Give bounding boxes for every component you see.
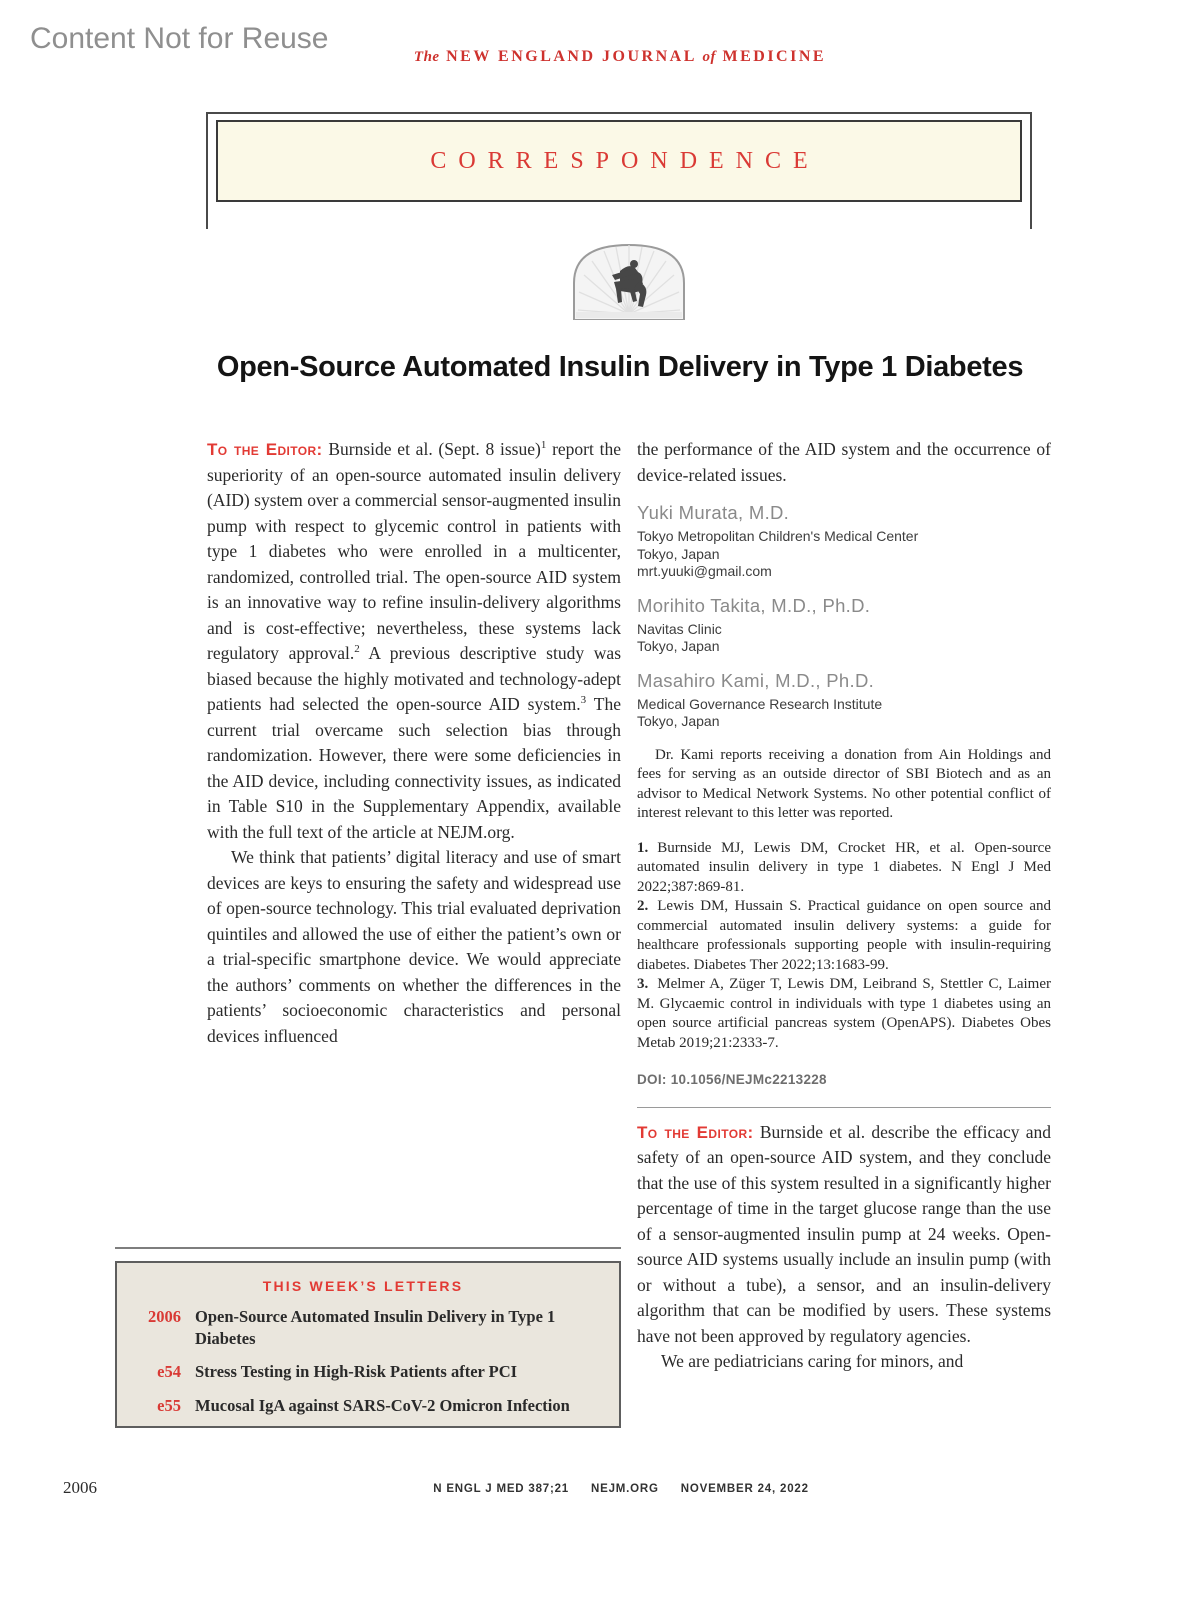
item-page-number: e55 <box>157 1395 181 1415</box>
footer-journal-citation: N ENGL J MED 387;21 <box>433 1483 570 1495</box>
item-title: Mucosal IgA against SARS-CoV-2 Omicron Infection <box>195 1395 570 1415</box>
letters-box-title: THIS WEEK’S LETTERS <box>262 1278 464 1294</box>
letters-box <box>115 1261 621 1428</box>
nejm-scholar-emblem-icon <box>567 238 691 325</box>
letter2-paragraph-1 <box>637 1120 1051 1350</box>
affiliation-line: Tokyo, Japan <box>637 545 720 562</box>
author-name: Masahiro Kami, M.D., Ph.D. <box>637 669 875 691</box>
author-affiliation <box>637 621 1051 656</box>
reference-list <box>637 839 1051 1054</box>
reference-text: Lewis DM, Hussain S. Practical guidance on open source and commercial automated insulin delivery systems: a guide for healthcare professionals supporting people with insulin-requiring diabetes. Diabetes Ther 2022;13:1683-99. <box>637 898 1051 973</box>
reference-text: Melmer A, Züger T, Lewis DM, Leibrand S, Stettler C, Laimer M. Glycaemic control in individuals with type 1 diabetes using an open source artificial pancreas system (OpenAPS). Diabetes Obes Metab 2019;21:2333-7. <box>637 976 1051 1051</box>
affiliation-line: Navitas Clinic <box>637 620 722 637</box>
author-name: Morihito Takita, M.D., Ph.D. <box>637 594 871 616</box>
reference-number: 1. <box>637 839 649 856</box>
letter1-p1-text: A previous descriptive study was biased because the highly motivated and technology-adept patients had selected the open-source AID system. <box>207 643 622 714</box>
letter1-p1-text: Burnside et al. (Sept. 8 issue) <box>322 439 541 459</box>
footer-site: NEJM.ORG <box>591 1483 659 1495</box>
letters-box-item <box>129 1395 597 1417</box>
reference-number: 3. <box>637 976 649 992</box>
reference-number: 2. <box>637 898 649 914</box>
letter1-paragraph-2: We think that patients’ digital literacy and use of smart devices are keys to ensuring the safety and widespread use of open-source technology. This trial evaluated deprivation quintiles and allowed the use of either the patient’s own or a trial-specific smartphone device. We would appreciate the authors’ comments on whether the differences in the patients’ socioeconomic characteristics and personal devices influenced <box>207 847 621 1046</box>
reference-text: Burnside MJ, Lewis DM, Crocket HR, et al. Open-source automated insulin delivery in type 1 diabetes. N Engl J Med 2022;387:869-81. <box>637 839 1051 895</box>
reference-item <box>637 839 1051 898</box>
item-title: Open-Source Automated Insulin Delivery in Type 1 Diabetes <box>195 1307 556 1348</box>
letters-box-top-rule <box>115 1247 621 1249</box>
letters-box-item <box>129 1306 597 1349</box>
affiliation-line: Tokyo, Japan <box>637 713 720 729</box>
author-affiliation <box>637 528 1051 581</box>
correspondence-banner <box>216 120 1022 202</box>
letter1-paragraph-1 <box>207 437 621 845</box>
author-name: Yuki Murata, M.D. <box>637 502 790 523</box>
affiliation-line: Tokyo, Japan <box>637 638 720 654</box>
letter1-p1-text: The current trial overcame such selection bias through randomization. However, there were some deficiencies in the AID device, including connectivity issues, as indicated in Table S10 in the Supplementary Appendix, available with the full text of the article at NEJM.org. <box>207 694 621 842</box>
masthead-the: The <box>413 49 440 65</box>
masthead-part1: NEW ENGLAND JOURNAL <box>446 48 696 65</box>
content-not-for-reuse-watermark: Content Not for Reuse <box>30 22 329 55</box>
item-page-number: 2006 <box>148 1307 181 1326</box>
letter2-paragraph-2: We are pediatricians caring for minors, and <box>661 1351 964 1371</box>
footer-citation <box>207 1483 1035 1495</box>
left-column <box>207 437 621 1049</box>
disclosure-note: Dr. Kami reports receiving a donation from Ain Holdings and fees for serving as an outside director of SBI Biotech and as an advisor to Medical Network Systems. No other potential conflict of interest relevant to this letter was reported. <box>637 746 1051 821</box>
author-email: mrt.yuuki@gmail.com <box>637 563 772 579</box>
letter2-p1-text: Burnside et al. describe the efficacy and safety of an open-source AID system, and they conclude that the use of this system resulted in a significantly higher percentage of time in the target glucose range than the use of a sensor-augmented insulin pump at 24 weeks. Open-source AID systems usually include an insulin pump (with or without a tube), a sensor, and an insulin-delivery algorithm that can be modified by users. These systems have not been approved by regulatory agencies. <box>637 1121 1051 1346</box>
reference-item <box>637 897 1051 975</box>
author-affiliation <box>637 696 1051 731</box>
right-column <box>637 437 1051 1375</box>
reference-item <box>637 975 1051 1053</box>
item-page-number: e54 <box>157 1362 181 1381</box>
section-divider <box>637 1107 1051 1108</box>
masthead-part2: MEDICINE <box>722 48 827 65</box>
footer-date: NOVEMBER 24, 2022 <box>680 1483 809 1495</box>
letters-box-item <box>129 1361 597 1383</box>
citation-marker: 3 <box>580 694 587 707</box>
citation-marker: 2 <box>354 643 360 656</box>
footer-page-number: 2006 <box>63 1478 97 1497</box>
correspondence-banner-label: CORRESPONDENCE <box>430 147 820 174</box>
correspondence-banner-frame <box>206 112 1032 229</box>
doi-text: DOI: 10.1056/NEJMc2213228 <box>637 1072 827 1087</box>
letter1-paragraph-2-continuation: the performance of the AID system and the occurrence of device-related issues. <box>637 439 1051 485</box>
to-the-editor-label: To the Editor: <box>207 440 323 459</box>
article-title: Open-Source Automated Insulin Delivery in Type 1 Diabetes <box>216 351 1024 383</box>
letter1-p1-text: report the superiority of an open-source automated insulin delivery (AID) system over a commercial sensor-augmented insulin pump with respect to glycemic control in patients with type 1 diabetes who were enrolled in a multicenter, randomized, controlled trial. The open-source AID system is an innovative way to refine insulin-delivery algorithms and is cost-effective; nevertheless, these systems lack regulatory approval. <box>207 439 621 663</box>
journal-masthead <box>180 48 1060 66</box>
to-the-editor-label: To the Editor: <box>637 1122 754 1142</box>
affiliation-line: Medical Governance Research Institute <box>637 695 883 712</box>
citation-marker: 1 <box>540 439 547 452</box>
masthead-of: of <box>702 49 716 65</box>
affiliation-line: Tokyo Metropolitan Children's Medical Center <box>637 528 919 544</box>
item-title: Stress Testing in High-Risk Patients after PCI <box>195 1362 518 1381</box>
